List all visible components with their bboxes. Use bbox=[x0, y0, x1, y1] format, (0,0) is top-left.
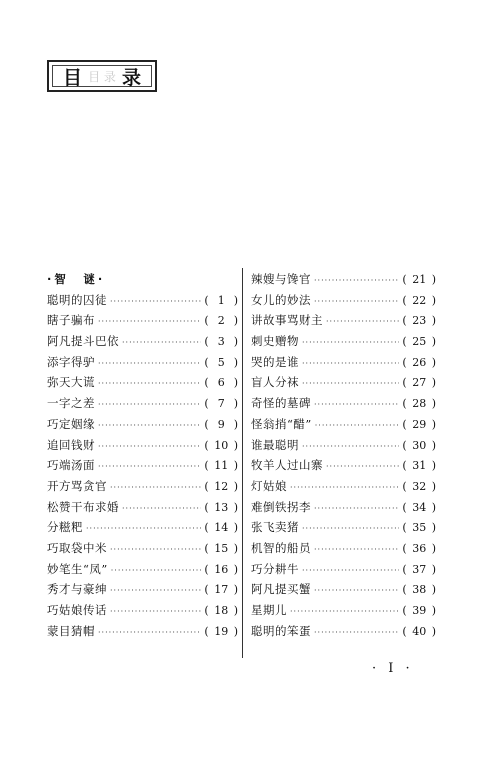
toc-entry-title: 开方骂贪官 bbox=[47, 478, 107, 493]
dot-leader bbox=[110, 540, 201, 561]
dot-leader bbox=[98, 354, 201, 375]
toc-entry-page: ( 21 ) bbox=[402, 270, 436, 291]
toc-entry-page: ( 11 ) bbox=[204, 456, 238, 477]
toc-entry-page-number: 39 bbox=[412, 604, 427, 617]
page-number: · I · bbox=[372, 661, 414, 676]
dot-leader bbox=[302, 374, 399, 395]
toc-entry-page-number: 19 bbox=[214, 624, 229, 638]
dot-leader bbox=[98, 437, 201, 458]
toc-entry-page-number: 28 bbox=[412, 397, 427, 411]
toc-entry-page: ( 30 ) bbox=[402, 436, 436, 457]
toc-entry-title: 哭的是谁 bbox=[251, 354, 299, 369]
dot-leader bbox=[314, 540, 399, 561]
toc-entry-page: ( 16 ) bbox=[204, 560, 238, 581]
dot-leader bbox=[111, 561, 202, 582]
toc-entry bbox=[251, 559, 436, 580]
toc-entry-page-number: 9 bbox=[217, 417, 225, 431]
toc-entry-page: ( 26 ) bbox=[402, 353, 436, 374]
dot-leader bbox=[122, 333, 201, 354]
toc-entry bbox=[47, 331, 238, 352]
toc-entry-title: 妙笔生“凤” bbox=[47, 561, 108, 576]
dot-leader bbox=[314, 292, 399, 313]
toc-entry bbox=[47, 559, 238, 580]
toc-entry bbox=[47, 455, 238, 476]
dot-leader bbox=[86, 519, 201, 540]
dot-leader bbox=[290, 478, 399, 499]
toc-entry bbox=[251, 290, 436, 311]
toc-entry-page: ( 9 ) bbox=[204, 415, 238, 436]
toc-entry-title: 聪明的囚徒 bbox=[47, 292, 107, 307]
toc-entry bbox=[251, 497, 436, 518]
toc-entry-page: ( 32 ) bbox=[402, 477, 436, 498]
toc-entry bbox=[47, 579, 238, 600]
toc-entry bbox=[47, 393, 238, 414]
page-title bbox=[52, 65, 152, 87]
toc-entry-page-number: 29 bbox=[412, 417, 427, 431]
page-title-faint-text: 目 录 bbox=[88, 69, 116, 84]
toc-entry-title: 一字之差 bbox=[47, 396, 95, 411]
dot-leader bbox=[98, 457, 201, 478]
toc-entry bbox=[251, 455, 436, 476]
toc-entry bbox=[47, 538, 238, 559]
dot-leader bbox=[302, 333, 399, 354]
dot-leader bbox=[110, 602, 201, 623]
dot-leader bbox=[122, 499, 201, 520]
toc-entry-page: ( 34 ) bbox=[402, 498, 436, 519]
toc-entry-page: ( 15 ) bbox=[204, 539, 238, 560]
toc-entry-title: 阿凡提斗巴依 bbox=[47, 334, 119, 349]
toc-entry-title: 蒙目猜帽 bbox=[47, 623, 95, 638]
toc-entry-page: ( 37 ) bbox=[402, 560, 436, 581]
dot-leader bbox=[290, 602, 399, 623]
toc-entry bbox=[47, 517, 238, 538]
dot-leader bbox=[326, 312, 399, 333]
toc-entry-title: 讲故事骂财主 bbox=[251, 313, 323, 328]
toc-entry-page-number: 38 bbox=[412, 583, 427, 597]
toc-entry-page-number: 32 bbox=[412, 479, 427, 493]
toc-entry-title: 巧定姻缘 bbox=[47, 416, 95, 431]
dot-leader bbox=[326, 457, 399, 478]
toc-entry-title: 添字得驴 bbox=[47, 354, 95, 369]
page-title-char-2: 录 bbox=[121, 66, 141, 89]
toc-entry-page-number: 18 bbox=[214, 604, 229, 617]
toc-entry-title: 女儿的妙法 bbox=[251, 292, 311, 307]
toc-entry bbox=[251, 310, 436, 331]
toc-entry-page-number: 21 bbox=[412, 273, 427, 286]
dot-leader bbox=[302, 354, 399, 375]
dot-leader bbox=[98, 312, 201, 333]
toc-entry-page: ( 6 ) bbox=[204, 373, 238, 394]
toc-entry bbox=[251, 600, 436, 621]
toc-entry-page-number: 31 bbox=[412, 459, 427, 473]
toc-entry bbox=[47, 497, 238, 518]
toc-entry-page: ( 19 ) bbox=[204, 622, 238, 643]
toc-entry-title: 秀才与豪绅 bbox=[47, 582, 107, 597]
toc-entry-page-number: 1 bbox=[217, 293, 225, 307]
toc-entry bbox=[251, 435, 436, 456]
toc-entry-page: ( 1 ) bbox=[204, 291, 238, 312]
toc-entry-title: 张飞卖猪 bbox=[251, 520, 299, 535]
toc-entry bbox=[47, 310, 238, 331]
toc-entry-page-number: 22 bbox=[412, 293, 427, 307]
toc-entry-page: ( 38 ) bbox=[402, 580, 436, 601]
dot-leader bbox=[98, 623, 201, 644]
toc-entry-title: 追回钱财 bbox=[47, 437, 95, 452]
toc-entry-page: ( 14 ) bbox=[204, 518, 238, 539]
toc-entry bbox=[47, 621, 238, 642]
toc-entry bbox=[251, 414, 436, 435]
toc-entry-page-number: 25 bbox=[412, 335, 427, 349]
toc-entry-title: 分糍粑 bbox=[47, 520, 83, 535]
toc-entry bbox=[47, 476, 238, 497]
toc-entry-page-number: 5 bbox=[217, 355, 225, 369]
dot-leader bbox=[110, 581, 201, 602]
toc-entry-title: 巧姑娘传话 bbox=[47, 603, 107, 617]
toc-entry-title: 牧羊人过山寨 bbox=[251, 458, 323, 473]
toc-entry-page: ( 40 ) bbox=[402, 622, 436, 643]
toc-entry-page: ( 18 ) bbox=[204, 601, 238, 622]
toc-entry-page-number: 26 bbox=[412, 355, 427, 369]
toc-entry bbox=[251, 621, 436, 642]
toc-entry-page-number: 13 bbox=[214, 500, 229, 514]
toc-entry-title: 松赞干布求婚 bbox=[47, 499, 119, 514]
toc-entry bbox=[251, 352, 436, 373]
toc-entry bbox=[251, 476, 436, 497]
toc-entry-page-number: 11 bbox=[214, 459, 229, 473]
toc-entry-title: 辣嫂与馋官 bbox=[251, 272, 311, 286]
toc-left-column bbox=[47, 269, 238, 641]
toc-entry-title: 机智的船员 bbox=[251, 540, 311, 555]
toc-entry-page-number: 27 bbox=[412, 376, 427, 390]
toc-entry-title: 刺史赠物 bbox=[251, 334, 299, 349]
toc-entry-page-number: 6 bbox=[217, 376, 225, 390]
toc-entry-page: ( 22 ) bbox=[402, 291, 436, 312]
toc-entry-title: 星期儿 bbox=[251, 603, 287, 617]
toc-entry-page: ( 3 ) bbox=[204, 332, 238, 353]
toc-entry-page-number: 17 bbox=[214, 583, 229, 597]
toc-entry-page: ( 7 ) bbox=[204, 394, 238, 415]
toc-entry-title: 盲人分袜 bbox=[251, 375, 299, 390]
toc-entry-page-number: 2 bbox=[217, 314, 225, 328]
toc-entry-page: ( 12 ) bbox=[204, 477, 238, 498]
toc-entry-page-number: 35 bbox=[412, 521, 427, 535]
toc-entry-page: ( 2 ) bbox=[204, 311, 238, 332]
toc-entry-page: ( 23 ) bbox=[402, 311, 436, 332]
toc-entry-title: 巧取袋中米 bbox=[47, 540, 107, 555]
toc-entry bbox=[251, 269, 436, 290]
page-title-char-1: 目 bbox=[63, 66, 83, 89]
dot-leader bbox=[302, 561, 399, 582]
dot-leader bbox=[314, 581, 399, 602]
toc-entry bbox=[47, 290, 238, 311]
toc-entry bbox=[251, 372, 436, 393]
dot-leader bbox=[314, 623, 399, 644]
toc-entry-title: 巧端汤面 bbox=[47, 458, 95, 473]
dot-leader bbox=[98, 416, 201, 437]
toc-entry-page-number: 16 bbox=[214, 562, 229, 576]
toc-entry-title: 怪翁捎“醋” bbox=[251, 416, 312, 431]
toc-entry-title: 阿凡提买蟹 bbox=[251, 582, 311, 597]
toc-entry-page-number: 12 bbox=[214, 479, 229, 493]
toc-right-column bbox=[251, 269, 436, 641]
toc-entry-page: ( 28 ) bbox=[402, 394, 436, 415]
page-title-box bbox=[47, 60, 157, 92]
toc-entry-page-number: 40 bbox=[412, 624, 427, 638]
toc-entry-title: 聪明的笨蛋 bbox=[251, 623, 311, 638]
column-divider bbox=[242, 268, 243, 658]
toc-entry-page-number: 37 bbox=[412, 562, 427, 576]
dot-leader bbox=[302, 519, 399, 540]
toc-right-list bbox=[251, 269, 436, 641]
toc-entry bbox=[251, 517, 436, 538]
toc-entry-page: ( 5 ) bbox=[204, 353, 238, 374]
dot-leader bbox=[314, 395, 399, 416]
toc-entry bbox=[47, 352, 238, 373]
toc-entry-page: ( 36 ) bbox=[402, 539, 436, 560]
dot-leader bbox=[110, 478, 201, 499]
toc-entry-page-number: 14 bbox=[214, 521, 229, 535]
toc-entry bbox=[47, 414, 238, 435]
toc-entry-title: 巧分耕牛 bbox=[251, 561, 299, 576]
toc-entry bbox=[47, 435, 238, 456]
toc-entry-title: 谁最聪明 bbox=[251, 437, 299, 452]
dot-leader bbox=[110, 292, 201, 313]
toc-entry-page: ( 39 ) bbox=[402, 601, 436, 622]
toc-entry-page-number: 15 bbox=[214, 541, 229, 555]
toc-entry-page: ( 31 ) bbox=[402, 456, 436, 477]
toc-entry-title: 弥天大谎 bbox=[47, 375, 95, 390]
dot-leader bbox=[98, 395, 201, 416]
section-heading: ·智 谜· bbox=[47, 272, 106, 286]
toc-entry bbox=[47, 372, 238, 393]
toc-entry-title: 奇怪的墓碑 bbox=[251, 396, 311, 411]
dot-leader bbox=[98, 374, 201, 395]
toc-left-list bbox=[47, 290, 238, 642]
toc-entry-page-number: 30 bbox=[412, 438, 427, 452]
toc-entry-page: ( 13 ) bbox=[204, 498, 238, 519]
toc-entry-title: 难倒铁拐李 bbox=[251, 499, 311, 514]
toc-entry bbox=[251, 331, 436, 352]
toc-entry-page-number: 3 bbox=[217, 335, 225, 349]
dot-leader bbox=[314, 271, 399, 292]
dot-leader bbox=[314, 499, 399, 520]
toc-entry bbox=[251, 538, 436, 559]
toc-entry-page-number: 10 bbox=[214, 438, 229, 452]
toc-entry-title: 瞎子骗布 bbox=[47, 313, 95, 328]
toc-entry bbox=[251, 393, 436, 414]
toc-entry-page: ( 10 ) bbox=[204, 436, 238, 457]
toc-entry-page-number: 36 bbox=[412, 541, 427, 555]
dot-leader bbox=[315, 416, 400, 437]
toc-entry bbox=[47, 600, 238, 621]
toc-entry-page: ( 29 ) bbox=[402, 415, 436, 436]
toc-entry-page: ( 35 ) bbox=[402, 518, 436, 539]
toc-entry-title: 灯姑娘 bbox=[251, 478, 287, 493]
toc-entry-page: ( 17 ) bbox=[204, 580, 238, 601]
dot-leader bbox=[302, 437, 399, 458]
toc-entry-page: ( 25 ) bbox=[402, 332, 436, 353]
toc-entry-page-number: 34 bbox=[412, 500, 427, 514]
toc-entry bbox=[251, 579, 436, 600]
toc-entry-page: ( 27 ) bbox=[402, 373, 436, 394]
toc-entry-page-number: 23 bbox=[412, 314, 427, 328]
toc-entry-page-number: 7 bbox=[217, 397, 225, 411]
